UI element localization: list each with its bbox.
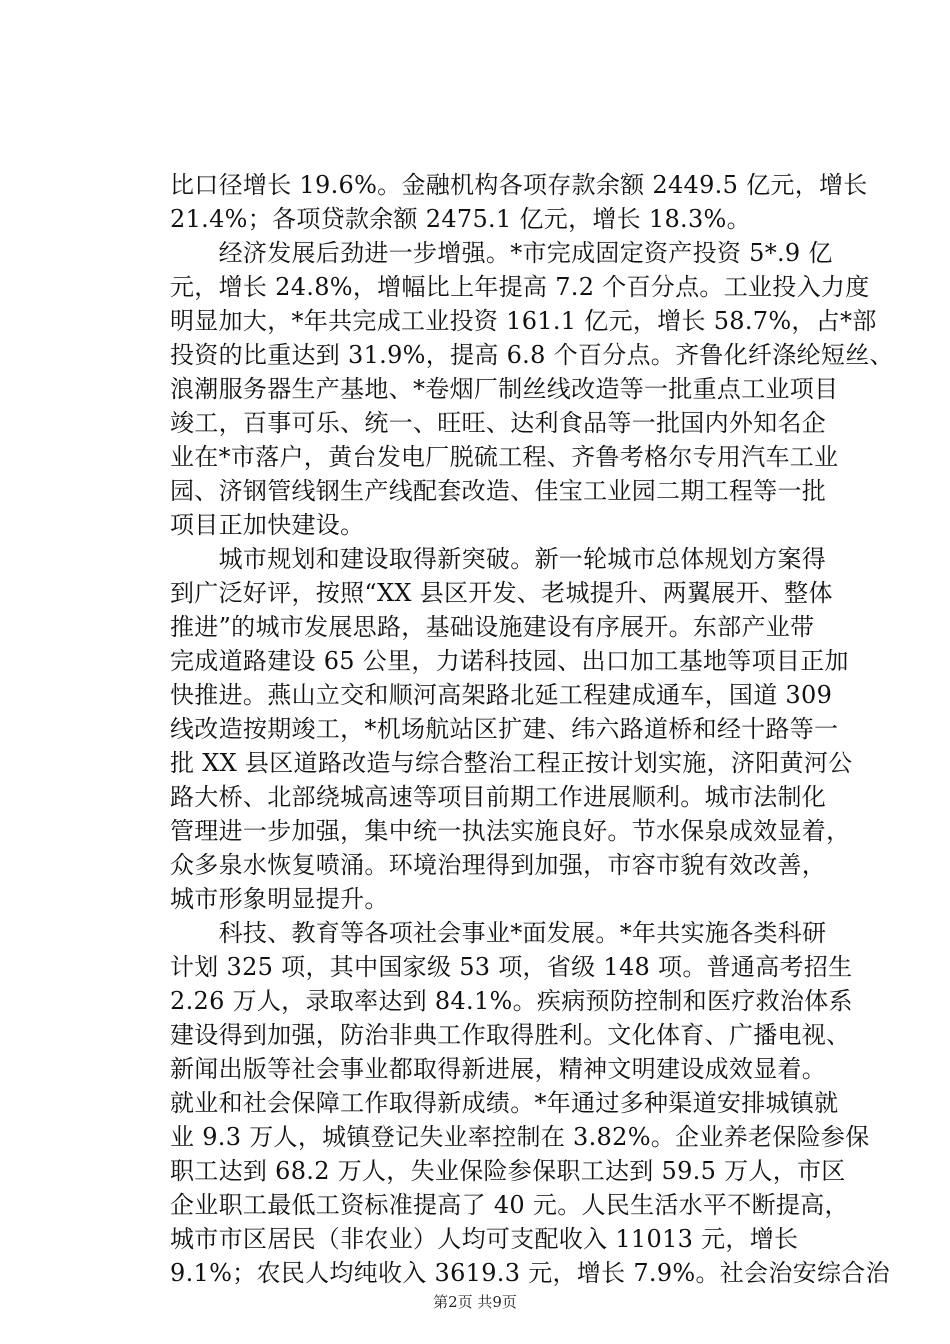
text-line: 2.26 万人，录取率达到 84.1%。疾病预防控制和医疗救治体系	[170, 987, 853, 1015]
text-line: 投资的比重达到 31.9%，提高 6.8 个百分点。齐鲁化纤涤纶短丝、	[170, 341, 894, 369]
text-line: 快推进。燕山立交和顺河高架路北延工程建成通车，国道 309	[170, 681, 833, 709]
text-line: 路大桥、北部绕城高速等项目前期工作进展顺利。城市法制化	[170, 783, 827, 811]
text-line: 21.4%；各项贷款余额 2475.1 亿元，增长 18.3%。	[170, 205, 751, 233]
text-line: 线改造按期竣工，*机场航站区扩建、纬六路道桥和经十路等一	[170, 715, 839, 743]
text-line: 新闻出版等社会事业都取得新进展，精神文明建设成效显着。	[170, 1055, 827, 1083]
text-line: 到广泛好评，按照“XX 县区开发、老城提升、两翼展开、整体	[170, 579, 833, 607]
text-line: 项目正加快建设。	[170, 511, 365, 539]
text-line: 就业和社会保障工作取得新成绩。*年通过多种渠道安排城镇就	[170, 1089, 839, 1117]
text-line: 浪潮服务器生产基地、*卷烟厂制丝线改造等一批重点工业项目	[170, 375, 839, 403]
text-line: 管理进一步加强，集中统一执法实施良好。节水保泉成效显着，	[170, 817, 851, 845]
text-line: 科技、教育等各项社会事业*面发展。*年共实施各类科研	[170, 919, 827, 947]
text-line: 城市市区居民（非农业）人均可支配收入 11013 元，增长	[170, 1225, 799, 1253]
text-line: 比口径增长 19.6%。金融机构各项存款余额 2449.5 亿元，增长	[170, 171, 868, 199]
text-line: 城市规划和建设取得新突破。新一轮城市总体规划方案得	[170, 545, 827, 573]
text-line: 经济发展后劲进一步增强。*市完成固定资产投资 5*.9 亿	[170, 239, 833, 267]
text-line: 园、济钢管线钢生产线配套改造、佳宝工业园二期工程等一批	[170, 477, 827, 505]
text-line: 完成道路建设 65 公里，力诺科技园、出口加工基地等项目正加	[170, 647, 849, 675]
page-number-footer: 第2页 共9页	[433, 1293, 517, 1311]
text-line: 建设得到加强，防治非典工作取得胜利。文化体育、广播电视、	[170, 1021, 851, 1049]
text-line: 明显加大，*年共完成工业投资 161.1 亿元，增长 58.7%，占*部	[170, 307, 877, 335]
text-line: 竣工，百事可乐、统一、旺旺、达利食品等一批国内外知名企	[170, 409, 827, 437]
text-line: 业 9.3 万人，城镇登记失业率控制在 3.82%。企业养老保险参保	[170, 1123, 870, 1151]
text-line: 计划 325 项，其中国家级 53 项，省级 148 项。普通高考招生	[170, 953, 853, 981]
text-line: 企业职工最低工资标准提高了 40 元。人民生活水平不断提高，	[170, 1191, 849, 1219]
text-line: 城市形象明显提升。	[170, 885, 389, 913]
text-line: 批 XX 县区道路改造与综合整治工程正按计划实施，济阳黄河公	[170, 749, 853, 777]
text-line: 业在*市落户，黄台发电厂脱硫工程、齐鲁考格尔专用汽车工业	[170, 443, 839, 471]
text-line: 9.1%；农民人均纯收入 3619.3 元，增长 7.9%。社会治安综合治	[170, 1259, 890, 1287]
body-text	[170, 168, 894, 1290]
text-line: 众多泉水恢复喷涌。环境治理得到加强，市容市貌有效改善，	[170, 851, 827, 879]
text-line: 职工达到 68.2 万人，失业保险参保职工达到 59.5 万人，市区	[170, 1157, 846, 1185]
text-line: 元，增长 24.8%，增幅比上年提高 7.2 个百分点。工业投入力度	[170, 273, 870, 301]
text-line: 推进”的城市发展思路，基础设施建设有序展开。东部产业带	[170, 613, 815, 641]
